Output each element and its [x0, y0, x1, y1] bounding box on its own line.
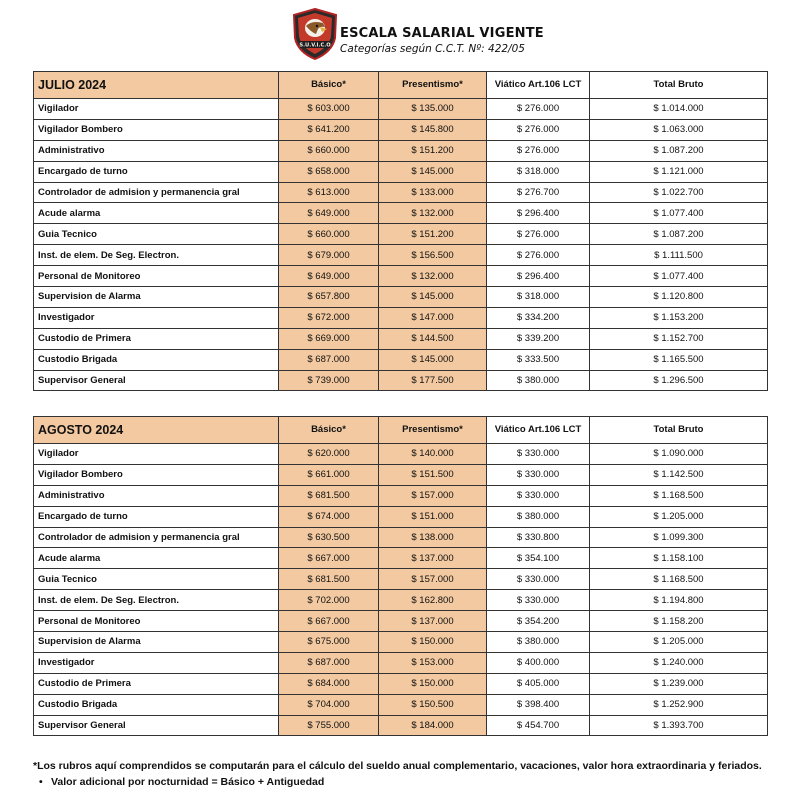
table-row [34, 182, 768, 203]
category-cell: Administrativo [34, 485, 279, 506]
category-cell: Vigilador Bombero [34, 464, 279, 485]
category-cell: Investigador [34, 652, 279, 673]
viatico-cell: $ 276.700 [487, 182, 590, 203]
viatico-cell: $ 354.100 [487, 548, 590, 569]
category-cell: Investigador [34, 307, 279, 328]
table-row [34, 307, 768, 328]
presentismo-cell: $ 157.000 [379, 485, 487, 506]
table-row [34, 506, 768, 527]
column-header-total: Total Bruto [590, 72, 768, 99]
viatico-cell: $ 276.000 [487, 224, 590, 245]
total-cell: $ 1.393.700 [590, 715, 768, 736]
table-row [34, 119, 768, 140]
presentismo-cell: $ 145.000 [379, 161, 487, 182]
category-cell: Supervision de Alarma [34, 632, 279, 653]
basico-cell: $ 739.000 [279, 370, 379, 391]
basico-cell: $ 667.000 [279, 548, 379, 569]
footnote-nocturnidad [33, 776, 762, 788]
total-cell: $ 1.158.200 [590, 611, 768, 632]
viatico-cell: $ 454.700 [487, 715, 590, 736]
total-cell: $ 1.121.000 [590, 161, 768, 182]
basico-cell: $ 687.000 [279, 652, 379, 673]
table-row [34, 632, 768, 653]
page-subtitle: Categorías según C.C.T. Nº: 422/05 [340, 43, 525, 55]
category-cell: Custodio de Primera [34, 328, 279, 349]
month-title: JULIO 2024 [34, 72, 279, 99]
column-header-viatico: Viático Art.106 LCT [487, 417, 590, 444]
total-cell: $ 1.205.000 [590, 632, 768, 653]
basico-cell: $ 603.000 [279, 99, 379, 120]
basico-cell: $ 630.500 [279, 527, 379, 548]
basico-cell: $ 667.000 [279, 611, 379, 632]
table-row [34, 328, 768, 349]
category-cell: Encargado de turno [34, 161, 279, 182]
category-cell: Personal de Monitoreo [34, 611, 279, 632]
table-row [34, 652, 768, 673]
table-row [34, 673, 768, 694]
basico-cell: $ 649.000 [279, 266, 379, 287]
presentismo-cell: $ 145.000 [379, 287, 487, 308]
total-cell: $ 1.142.500 [590, 464, 768, 485]
basico-cell: $ 687.000 [279, 349, 379, 370]
viatico-cell: $ 296.400 [487, 203, 590, 224]
viatico-cell: $ 330.000 [487, 590, 590, 611]
total-cell: $ 1.077.400 [590, 266, 768, 287]
basico-cell: $ 641.200 [279, 119, 379, 140]
presentismo-cell: $ 145.000 [379, 349, 487, 370]
table-row [34, 99, 768, 120]
presentismo-cell: $ 157.000 [379, 569, 487, 590]
total-cell: $ 1.194.800 [590, 590, 768, 611]
total-cell: $ 1.240.000 [590, 652, 768, 673]
salary-table-agosto [33, 416, 768, 736]
total-cell: $ 1.168.500 [590, 569, 768, 590]
category-cell: Custodio de Primera [34, 673, 279, 694]
presentismo-cell: $ 138.000 [379, 527, 487, 548]
column-header-viatico: Viático Art.106 LCT [487, 72, 590, 99]
viatico-cell: $ 330.800 [487, 527, 590, 548]
table-row [34, 590, 768, 611]
total-cell: $ 1.153.200 [590, 307, 768, 328]
viatico-cell: $ 296.400 [487, 266, 590, 287]
viatico-cell: $ 330.000 [487, 444, 590, 465]
table-row [34, 694, 768, 715]
category-cell: Encargado de turno [34, 506, 279, 527]
category-cell: Personal de Monitoreo [34, 266, 279, 287]
category-cell: Vigilador Bombero [34, 119, 279, 140]
month-title: AGOSTO 2024 [34, 417, 279, 444]
basico-cell: $ 679.000 [279, 245, 379, 266]
presentismo-cell: $ 132.000 [379, 203, 487, 224]
table-row [34, 548, 768, 569]
table-row [34, 203, 768, 224]
basico-cell: $ 649.000 [279, 203, 379, 224]
viatico-cell: $ 334.200 [487, 307, 590, 328]
presentismo-cell: $ 147.000 [379, 307, 487, 328]
viatico-cell: $ 276.000 [487, 245, 590, 266]
category-cell: Controlador de admision y permanencia gral [34, 527, 279, 548]
presentismo-cell: $ 150.000 [379, 673, 487, 694]
table-row [34, 140, 768, 161]
total-cell: $ 1.158.100 [590, 548, 768, 569]
basico-cell: $ 684.000 [279, 673, 379, 694]
presentismo-cell: $ 133.000 [379, 182, 487, 203]
category-cell: Custodio Brigada [34, 349, 279, 370]
presentismo-cell: $ 151.500 [379, 464, 487, 485]
basico-cell: $ 660.000 [279, 140, 379, 161]
basico-cell: $ 613.000 [279, 182, 379, 203]
total-cell: $ 1.090.000 [590, 444, 768, 465]
presentismo-cell: $ 151.000 [379, 506, 487, 527]
basico-cell: $ 704.000 [279, 694, 379, 715]
category-cell: Vigilador [34, 444, 279, 465]
eagle-shield-logo [292, 8, 338, 60]
column-header-basico: Básico* [279, 417, 379, 444]
column-header-total: Total Bruto [590, 417, 768, 444]
table-row [34, 245, 768, 266]
column-header-presentismo: Presentismo* [379, 72, 487, 99]
basico-cell: $ 660.000 [279, 224, 379, 245]
viatico-cell: $ 276.000 [487, 99, 590, 120]
viatico-cell: $ 398.400 [487, 694, 590, 715]
basico-cell: $ 675.000 [279, 632, 379, 653]
basico-cell: $ 702.000 [279, 590, 379, 611]
viatico-cell: $ 276.000 [487, 140, 590, 161]
category-cell: Guia Tecnico [34, 569, 279, 590]
viatico-cell: $ 318.000 [487, 161, 590, 182]
presentismo-cell: $ 177.500 [379, 370, 487, 391]
table-row [34, 715, 768, 736]
presentismo-cell: $ 184.000 [379, 715, 487, 736]
presentismo-cell: $ 135.000 [379, 99, 487, 120]
total-cell: $ 1.252.900 [590, 694, 768, 715]
total-cell: $ 1.099.300 [590, 527, 768, 548]
table-row [34, 287, 768, 308]
presentismo-cell: $ 137.000 [379, 611, 487, 632]
presentismo-cell: $ 156.500 [379, 245, 487, 266]
total-cell: $ 1.168.500 [590, 485, 768, 506]
category-cell: Guia Tecnico [34, 224, 279, 245]
basico-cell: $ 620.000 [279, 444, 379, 465]
column-header-basico: Básico* [279, 72, 379, 99]
basico-cell: $ 672.000 [279, 307, 379, 328]
category-cell: Acude alarma [34, 203, 279, 224]
category-cell: Supervisor General [34, 715, 279, 736]
viatico-cell: $ 405.000 [487, 673, 590, 694]
viatico-cell: $ 354.200 [487, 611, 590, 632]
table-row [34, 370, 768, 391]
basico-cell: $ 658.000 [279, 161, 379, 182]
table-row [34, 485, 768, 506]
viatico-cell: $ 318.000 [487, 287, 590, 308]
basico-cell: $ 661.000 [279, 464, 379, 485]
table-row [34, 224, 768, 245]
page-title: ESCALA SALARIAL VIGENTE [340, 26, 544, 41]
viatico-cell: $ 339.200 [487, 328, 590, 349]
viatico-cell: $ 330.000 [487, 569, 590, 590]
presentismo-cell: $ 144.500 [379, 328, 487, 349]
table-row [34, 161, 768, 182]
presentismo-cell: $ 145.800 [379, 119, 487, 140]
basico-cell: $ 674.000 [279, 506, 379, 527]
viatico-cell: $ 330.000 [487, 485, 590, 506]
total-cell: $ 1.205.000 [590, 506, 768, 527]
presentismo-cell: $ 162.800 [379, 590, 487, 611]
table-row [34, 444, 768, 465]
document-header [0, 0, 800, 64]
viatico-cell: $ 380.000 [487, 632, 590, 653]
total-cell: $ 1.239.000 [590, 673, 768, 694]
presentismo-cell: $ 132.000 [379, 266, 487, 287]
presentismo-cell: $ 153.000 [379, 652, 487, 673]
total-cell: $ 1.077.400 [590, 203, 768, 224]
presentismo-cell: $ 140.000 [379, 444, 487, 465]
category-cell: Custodio Brigada [34, 694, 279, 715]
presentismo-cell: $ 151.200 [379, 224, 487, 245]
table-row [34, 611, 768, 632]
basico-cell: $ 657.800 [279, 287, 379, 308]
table-header-row [34, 417, 768, 444]
viatico-cell: $ 400.000 [487, 652, 590, 673]
viatico-cell: $ 380.000 [487, 370, 590, 391]
total-cell: $ 1.087.200 [590, 140, 768, 161]
presentismo-cell: $ 150.000 [379, 632, 487, 653]
footnote-computation: *Los rubros aquí comprendidos se computarán para el cálculo del sueldo anual complementario, vacaciones, valor hora extraordinaria y feriados. [33, 760, 762, 772]
total-cell: $ 1.296.500 [590, 370, 768, 391]
column-header-presentismo: Presentismo* [379, 417, 487, 444]
table-row [34, 569, 768, 590]
total-cell: $ 1.022.700 [590, 182, 768, 203]
total-cell: $ 1.111.500 [590, 245, 768, 266]
total-cell: $ 1.152.700 [590, 328, 768, 349]
table-row [34, 266, 768, 287]
presentismo-cell: $ 150.500 [379, 694, 487, 715]
total-cell: $ 1.120.800 [590, 287, 768, 308]
bullet-icon: • [39, 776, 43, 788]
category-cell: Controlador de admision y permanencia gral [34, 182, 279, 203]
salary-table-julio [33, 71, 768, 391]
category-cell: Inst. de elem. De Seg. Electron. [34, 245, 279, 266]
category-cell: Acude alarma [34, 548, 279, 569]
category-cell: Administrativo [34, 140, 279, 161]
basico-cell: $ 681.500 [279, 569, 379, 590]
table-header-row [34, 72, 768, 99]
category-cell: Supervision de Alarma [34, 287, 279, 308]
table-row [34, 349, 768, 370]
presentismo-cell: $ 137.000 [379, 548, 487, 569]
total-cell: $ 1.063.000 [590, 119, 768, 140]
table-row [34, 527, 768, 548]
basico-cell: $ 669.000 [279, 328, 379, 349]
total-cell: $ 1.165.500 [590, 349, 768, 370]
basico-cell: $ 755.000 [279, 715, 379, 736]
presentismo-cell: $ 151.200 [379, 140, 487, 161]
category-cell: Inst. de elem. De Seg. Electron. [34, 590, 279, 611]
basico-cell: $ 681.500 [279, 485, 379, 506]
svg-text:S.U.V.I.C.O: S.U.V.I.C.O [299, 42, 331, 49]
footnotes [33, 760, 762, 788]
total-cell: $ 1.014.000 [590, 99, 768, 120]
category-cell: Supervisor General [34, 370, 279, 391]
viatico-cell: $ 276.000 [487, 119, 590, 140]
viatico-cell: $ 330.000 [487, 464, 590, 485]
table-row [34, 464, 768, 485]
total-cell: $ 1.087.200 [590, 224, 768, 245]
category-cell: Vigilador [34, 99, 279, 120]
viatico-cell: $ 333.500 [487, 349, 590, 370]
footnote-nocturnidad-text: Valor adicional por nocturnidad = Básico + Antiguedad [51, 776, 325, 788]
viatico-cell: $ 380.000 [487, 506, 590, 527]
